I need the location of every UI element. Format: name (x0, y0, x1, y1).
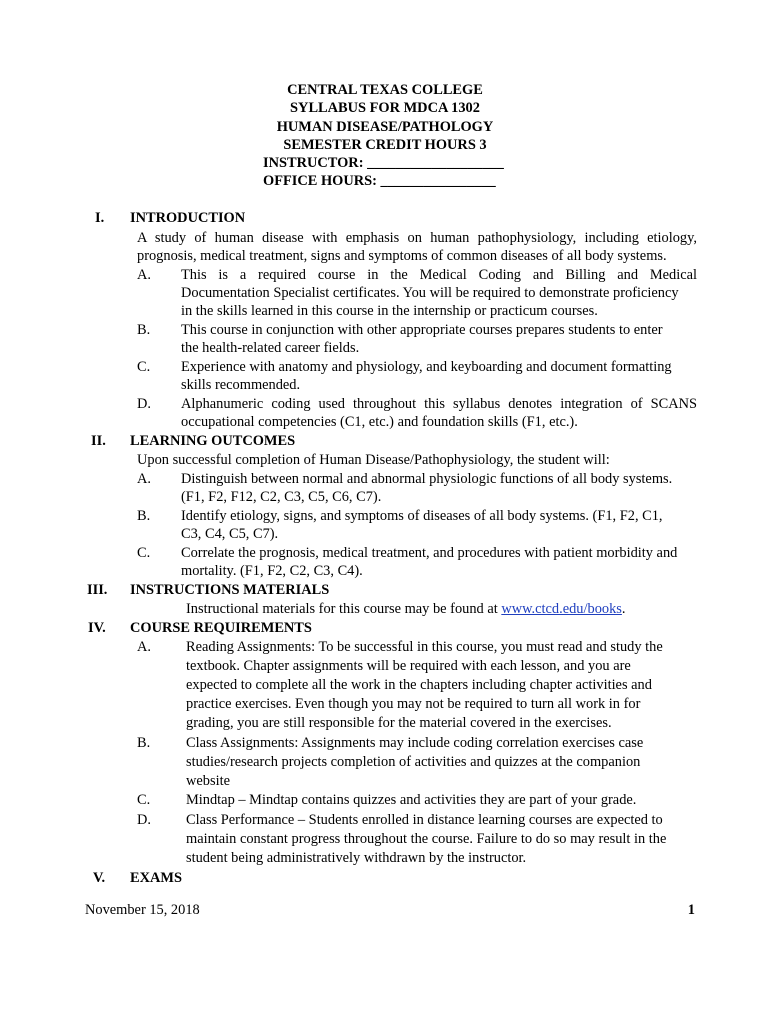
course-name: HUMAN DISEASE/PATHOLOGY (276, 118, 494, 135)
section-4-number: IV. (88, 620, 106, 636)
footer-date: November 15, 2018 (85, 902, 200, 918)
item-text: website (186, 773, 230, 789)
item-text: Experience with anatomy and physiology, and keyboarding and document formatting (181, 359, 672, 375)
item-label: A. (137, 471, 151, 487)
page-number: 1 (687, 902, 695, 918)
item-text: (F1, F2, F12, C2, C3, C5, C6, C7). (181, 489, 382, 505)
item-label: B. (137, 508, 151, 524)
item-label: B. (137, 322, 151, 338)
item-text: textbook. Chapter assignments will be required with each lesson, and you are (186, 658, 631, 674)
college-name: CENTRAL TEXAS COLLEGE (287, 82, 483, 98)
item-text: mortality. (F1, F2, C2, C3, C4). (181, 563, 363, 579)
item-text: Distinguish between normal and abnormal physiologic functions of all body systems. (181, 471, 673, 487)
item-text: This is a required course in the Medical Coding and Billing and Medical (181, 267, 697, 283)
item-text: occupational competencies (C1, etc.) and foundation skills (F1, etc.). (181, 414, 578, 430)
item-text: Reading Assignments: To be successful in this course, you must read and study the (186, 639, 663, 655)
item-text: the health-related career fields. (181, 340, 360, 356)
item-text: student being administratively withdrawn by the instructor. (186, 850, 527, 866)
item-text: grading, you are still responsible for the material covered in the exercises. (186, 715, 612, 731)
section-2-title: LEARNING OUTCOMES (130, 433, 296, 449)
section-1-title: INTRODUCTION (130, 210, 246, 226)
credit-hours: SEMESTER CREDIT HOURS 3 (283, 136, 487, 153)
page-footer (85, 901, 695, 919)
item-text: Mindtap – Mindtap contains quizzes and activities they are part of your grade. (186, 792, 637, 808)
section-5-number: V. (93, 870, 106, 886)
item-text: Alphanumeric coding used throughout this syllabus denotes integration of SCANS (181, 396, 697, 412)
materials-sentence: Instructional materials for this course may be found at (186, 601, 502, 617)
item-label: A. (137, 267, 151, 283)
item-text: maintain constant progress throughout the course. Failure to do so may result in the (186, 831, 667, 847)
item-text: practice exercises. Even though you may not be required to turn all work in for (186, 696, 641, 712)
item-label: B. (137, 735, 151, 751)
materials-text (186, 600, 626, 618)
syllabus-title: SYLLABUS FOR MDCA 1302 (290, 100, 480, 117)
item-label: C. (137, 545, 151, 561)
item-text: studies/research projects completion of activities and quizzes at the companion (186, 754, 641, 770)
syllabus-header (0, 81, 770, 191)
materials-period: . (621, 601, 626, 617)
item-text: Documentation Specialist certificates. You will be required to demonstrate proficiency (181, 285, 679, 301)
item-label: A. (137, 639, 151, 655)
books-link[interactable]: www.ctcd.edu/books (501, 601, 622, 617)
section-1-number: I. (95, 210, 105, 226)
section-3-number: III. (87, 582, 108, 598)
item-label: D. (137, 396, 151, 412)
section-4-title: COURSE REQUIREMENTS (130, 620, 312, 636)
office-hours-line: OFFICE HOURS: ________________ (263, 173, 496, 190)
section-1-intro-line: prognosis, medical treatment, signs and symptoms of common diseases of all body systems. (137, 248, 667, 264)
section-1-intro-line: A study of human disease with emphasis on human pathophysiology, including etiology, (137, 230, 697, 246)
item-label: C. (137, 359, 151, 375)
section-2-number: II. (91, 433, 106, 449)
item-text: Identify etiology, signs, and symptoms of diseases of all body systems. (F1, F2, C1, (181, 508, 663, 524)
item-text: skills recommended. (181, 377, 301, 393)
item-text: Correlate the prognosis, medical treatment, and procedures with patient morbidity and (181, 545, 678, 561)
item-label: C. (137, 792, 151, 808)
item-text: This course in conjunction with other appropriate courses prepares students to enter (181, 322, 663, 338)
item-text: in the skills learned in this course in the internship or practicum courses. (181, 303, 598, 319)
item-text: Class Performance – Students enrolled in distance learning courses are expected to (186, 812, 663, 828)
section-3-title: INSTRUCTIONS MATERIALS (130, 582, 330, 598)
section-5-title: EXAMS (130, 870, 182, 886)
instructor-line: INSTRUCTOR: ___________________ (263, 155, 504, 172)
item-text: C3, C4, C5, C7). (181, 526, 279, 542)
item-text: Class Assignments: Assignments may include coding correlation exercises case (186, 735, 644, 751)
item-text: expected to complete all the work in the chapters including chapter activities and (186, 677, 652, 693)
item-label: D. (137, 812, 151, 828)
section-2-intro: Upon successful completion of Human Disease/Pathophysiology, the student will: (137, 452, 610, 468)
